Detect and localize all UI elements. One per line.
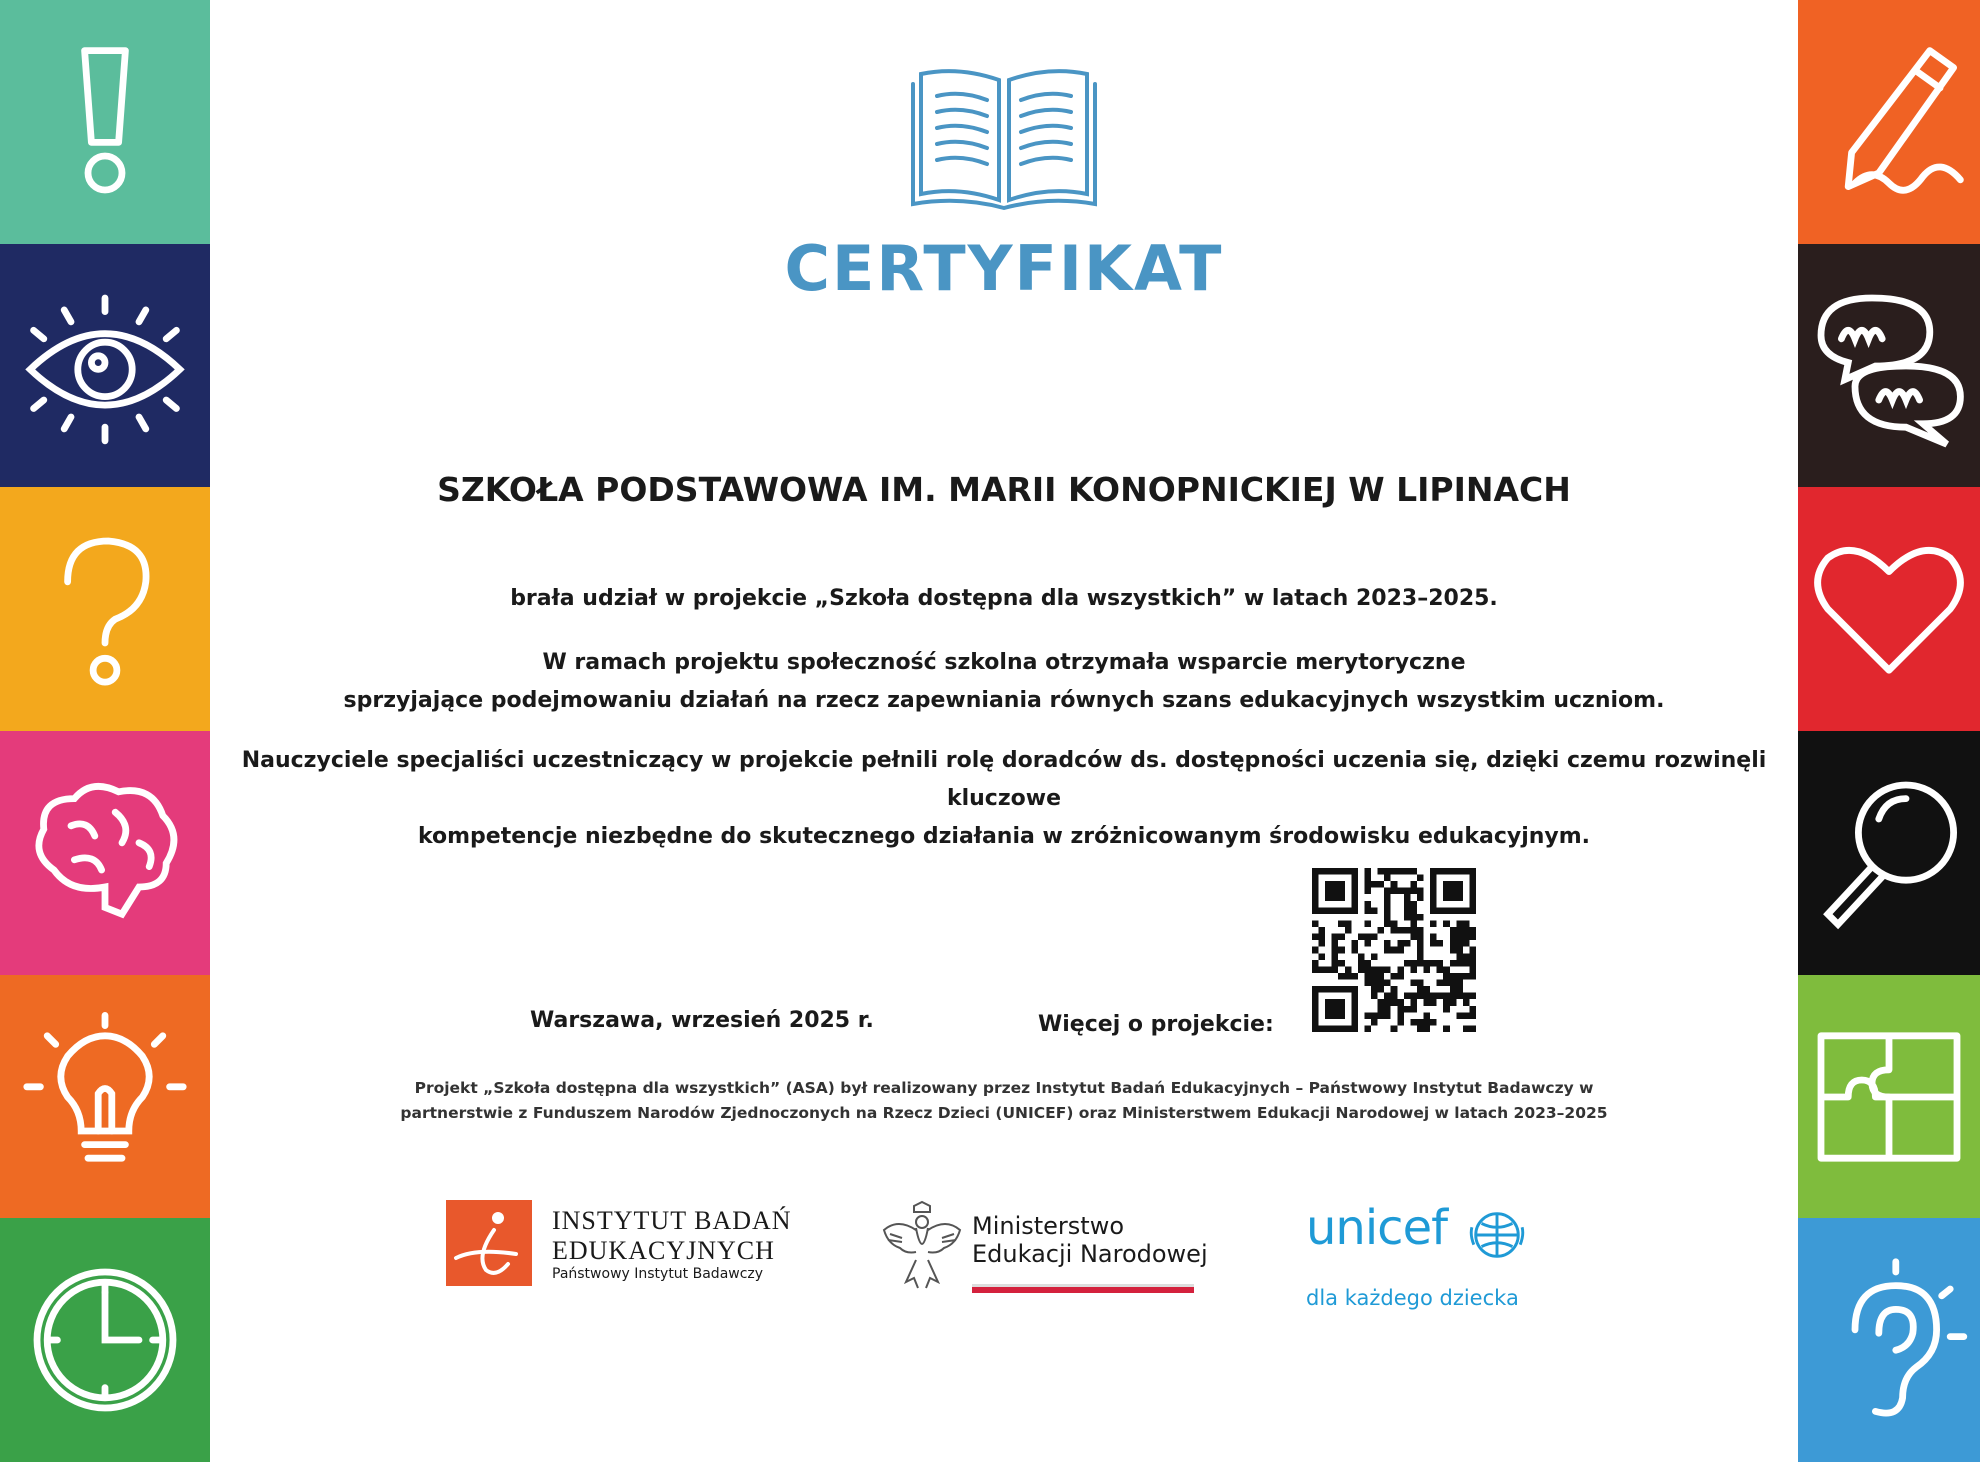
ibe-logo — [446, 1200, 806, 1290]
more-about-project: Więcej o projekcie: — [1038, 1012, 1274, 1037]
question-icon — [20, 524, 190, 694]
ibe-name-line-1: INSTYTUT BADAŃ — [552, 1206, 792, 1235]
heart-icon — [1804, 524, 1974, 694]
support-line-2: sprzyjające podejmowaniu działań na rzecz zapewniania równych szans edukacyjnych wszystkim uczniom. — [343, 688, 1665, 713]
participation-paragraph: brała udział w projekcie „Szkoła dostępna dla wszystkich” w latach 2023–2025. — [510, 586, 1498, 611]
brain-icon — [20, 768, 190, 938]
eagle-emblem-icon — [880, 1200, 964, 1294]
teachers-paragraph — [210, 742, 1798, 856]
unicef-globe-icon — [1468, 1206, 1526, 1264]
tile-heart — [1798, 487, 1980, 731]
qr-code[interactable] — [1312, 868, 1476, 1032]
left-decorative-strip — [0, 0, 210, 1462]
tile-eye — [0, 244, 210, 488]
unicef-logo — [1306, 1200, 1536, 1320]
tile-speech — [1798, 244, 1980, 488]
teachers-line-2: kompetencje niezbędne do skutecznego działania w zróżnicowanym środowisku edukacyjnym. — [417, 824, 1591, 849]
puzzle-icon — [1804, 1012, 1974, 1182]
tile-brain — [0, 731, 210, 975]
project-info-line-1: Projekt „Szkoła dostępna dla wszystkich” (ASA) był realizowany przez Instytut Badań Edukacyjnych – Państwowy Instytut Badawczy w — [414, 1079, 1594, 1097]
men-name — [972, 1212, 1208, 1268]
tile-question — [0, 487, 210, 731]
school-name: SZKOŁA PODSTAWOWA IM. MARII KONOPNICKIEJ W LIPINACH — [437, 470, 1571, 509]
project-info — [210, 1076, 1798, 1126]
support-paragraph — [210, 644, 1798, 720]
tile-ear — [1798, 1218, 1980, 1462]
place-date: Warszawa, wrzesień 2025 r. — [530, 1008, 874, 1033]
unicef-wordmark: unicef — [1306, 1200, 1447, 1256]
men-name-line-1: Ministerstwo — [972, 1212, 1125, 1240]
teachers-line-1: Nauczyciele specjaliści uczestniczący w projekcie pełnili rolę doradców ds. dostępności uczenia się, dzięki czemu rozwinęli kluczowe — [241, 748, 1767, 811]
men-logo — [880, 1200, 1220, 1300]
tile-exclamation — [0, 0, 210, 244]
tile-magnifier — [1798, 731, 1980, 975]
magnifier-icon — [1804, 768, 1974, 938]
project-info-line-2: partnerstwie z Funduszem Narodów Zjednoczonych na Rzecz Dzieci (UNICEF) oraz Ministerstwem Edukacji Narodowej w latach 2023–2025 — [400, 1104, 1608, 1122]
speech-bubbles-icon — [1804, 281, 1974, 451]
certificate-title: CERTYFIKAT — [784, 232, 1224, 305]
tile-puzzle — [1798, 975, 1980, 1219]
ibe-name — [552, 1206, 792, 1266]
eye-icon — [20, 281, 190, 451]
men-name-line-2: Edukacji Narodowej — [972, 1240, 1208, 1268]
flag-red-bar — [972, 1287, 1194, 1293]
tile-pencil — [1798, 0, 1980, 244]
book-icon — [909, 60, 1099, 210]
right-decorative-strip — [1798, 0, 1980, 1462]
lightbulb-icon — [20, 1012, 190, 1182]
exclamation-icon — [20, 37, 190, 207]
tile-clock — [0, 1218, 210, 1462]
ibe-mark — [446, 1200, 532, 1286]
clock-icon — [20, 1255, 190, 1425]
pencil-icon — [1804, 37, 1974, 207]
unicef-tagline: dla każdego dziecka — [1306, 1286, 1519, 1310]
ear-icon — [1804, 1255, 1974, 1425]
tile-lightbulb — [0, 975, 210, 1219]
ibe-subtitle: Państwowy Instytut Badawczy — [552, 1266, 764, 1282]
support-line-1: W ramach projektu społeczność szkolna otrzymała wsparcie merytoryczne — [542, 650, 1466, 675]
ibe-name-line-2: EDUKACYJNYCH — [552, 1236, 775, 1265]
header-book — [210, 60, 1798, 214]
